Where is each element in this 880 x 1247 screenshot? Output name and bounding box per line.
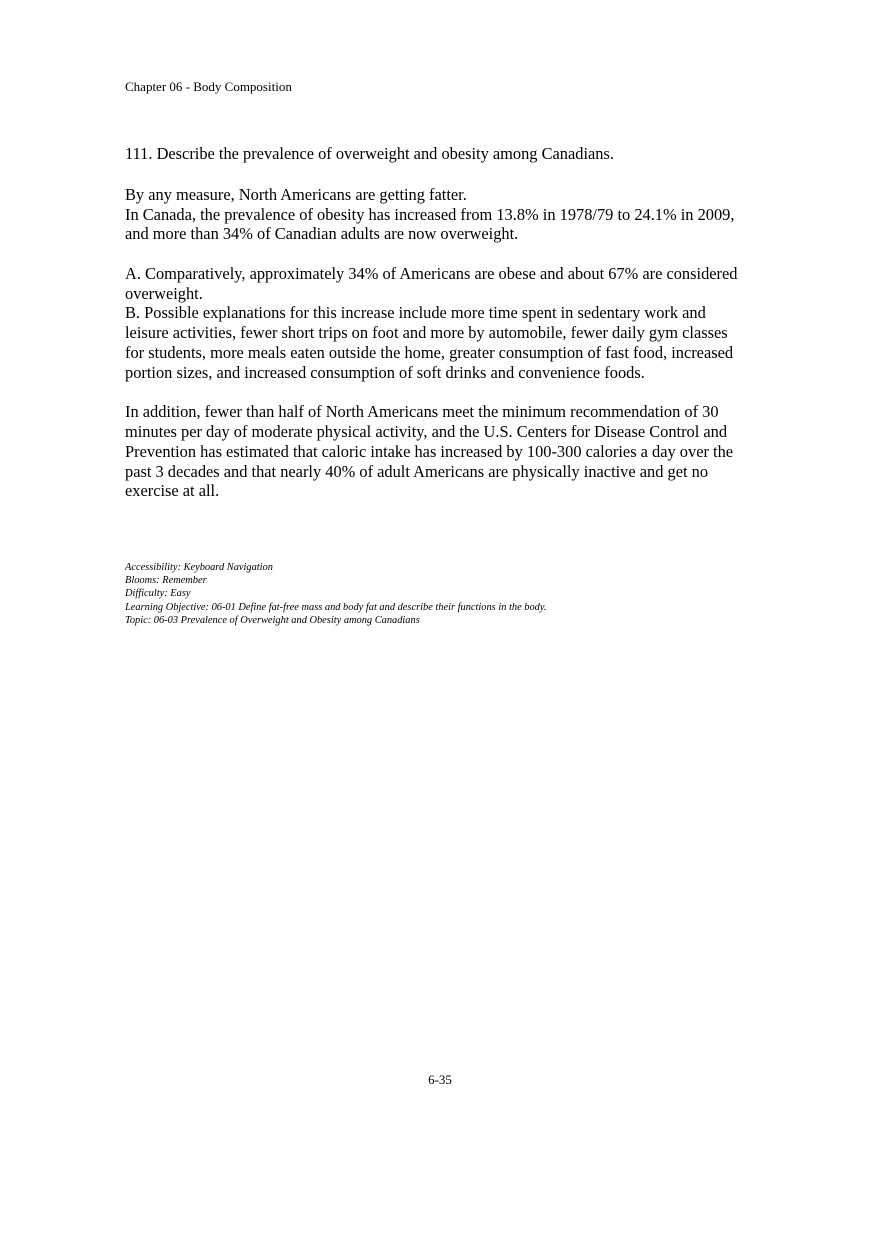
question-text: 111. Describe the prevalence of overweight and obesity among Canadians.: [125, 144, 614, 163]
topic-tag: Topic: 06-03 Prevalence of Overweight and Obesity among Canadians: [125, 614, 420, 626]
learning-objective-tag: Learning Objective: 06-01 Define fat-free mass and body fat and describe their functions in the body.: [125, 601, 547, 613]
text-line: portion sizes, and increased consumption of soft drinks and convenience foods.: [125, 362, 645, 382]
question-metadata: [125, 561, 547, 627]
text-line: By any measure, North Americans are getting fatter.: [125, 184, 467, 204]
difficulty-tag: Difficulty: Easy: [125, 588, 191, 600]
text-line: past 3 decades and that nearly 40% of adult Americans are physically inactive and get no: [125, 461, 709, 481]
text-line: A. Comparatively, approximately 34% of Americans are obese and about 67% are considered: [125, 263, 738, 283]
answer-paragraph-2: [125, 264, 775, 383]
answer-paragraph-1: [125, 185, 775, 244]
text-line: leisure activities, fewer short trips on foot and more by automobile, fewer daily gym classes: [125, 323, 728, 343]
page-number: 6-35: [428, 1072, 452, 1087]
text-line: B. Possible explanations for this increase include more time spent in sedentary work and: [125, 303, 706, 323]
text-line: overweight.: [125, 283, 203, 303]
chapter-header: Chapter 06 - Body Composition: [125, 79, 292, 94]
question-content: [125, 144, 775, 501]
text-line: Prevention has estimated that caloric intake has increased by 100-300 calories a day over the: [125, 441, 734, 461]
text-line: In Canada, the prevalence of obesity has increased from 13.8% in 1978/79 to 24.1% in 2009,: [125, 204, 735, 224]
text-line: minutes per day of moderate physical activity, and the U.S. Centers for Disease Control and: [125, 421, 728, 441]
text-line: and more than 34% of Canadian adults are now overweight.: [125, 224, 519, 244]
answer-paragraph-3: [125, 402, 775, 501]
accessibility-tag: Accessibility: Keyboard Navigation: [125, 562, 273, 573]
text-line: In addition, fewer than half of North Americans meet the minimum recommendation of 30: [125, 402, 719, 422]
blooms-tag: Blooms: Remember: [125, 575, 207, 587]
text-line: exercise at all.: [125, 481, 220, 501]
text-line: for students, more meals eaten outside the home, greater consumption of fast food, increased: [125, 342, 734, 362]
